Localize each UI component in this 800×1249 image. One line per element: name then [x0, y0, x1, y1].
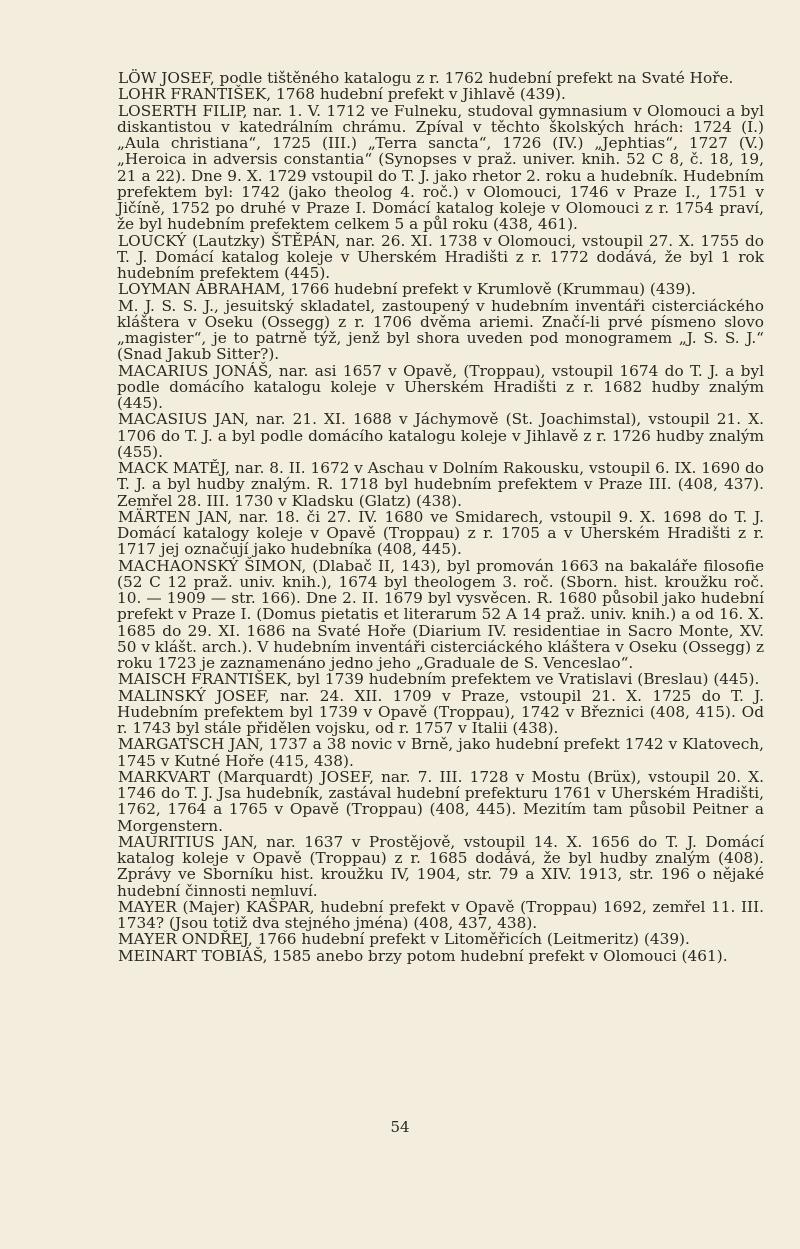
entry-loucky-stepan: LOUCKÝ (Lautzky) ŠTĚPÁN, nar. 26. XI. 1738 v Olomouci, vstoupil 27. X. 1755 do T. J. Domácí katalog koleje v Uherském Hradišti z r. 1772 dodává, že byl 1 rok hudebním prefektem (445). [117, 231, 764, 282]
entry-mayer-kaspar: MAYER (Majer) KAŠPAR, hudební prefekt v Opavě (Troppau) 1692, zemřel 11. III. 1734? (Jsou totiž dva stejného jména) (408, 437, 438). [117, 897, 764, 932]
entry-maisch-frantisek: MAISCH FRANTIŠEK, byl 1739 hudebním prefektem ve Vratislavi (Breslau) (445). [118, 670, 760, 689]
entry-m-j-s-s-j: M. J. S. S. J., jesuitský skladatel, zastoupený v hudebním inventáři cisterciáckého kláštera v Oseku (Ossegg) z r. 1706 dvěma ariemi. Značí-li prvé písmeno slovo „magister“, je to patrně týž, jenž byl shora uveden pod monogramem „J. S. S. J.“ (Snad Jakub Sitter?). [117, 296, 764, 364]
page-number: 54 [390, 1118, 410, 1136]
entry-macarius-jonas: MACARIUS JONÁŠ, nar. asi 1657 v Opavě, (Troppau), vstoupil 1674 do T. J. a byl podle domácího katalogu koleje v Uherském Hradišti z r. 1682 hudby znalým (445). [117, 361, 764, 412]
entry-markvart-josef: MARKVART (Marquardt) JOSEF, nar. 7. III. 1728 v Mostu (Brüx), vstoupil 20. X. 1746 do T. J. Jsa hudebník, zastával hudební prefekturu 1761 v Uherském Hradišti, 1762, 1764 a 1765 v Opavě (Troppau) (408, 445). Mezitím tam působil Peitner a Morgenstern. [117, 767, 764, 835]
entry-lohr-frantisek: LOHR FRANTIŠEK, 1768 hudební prefekt v Jihlavě (439). [118, 85, 566, 104]
entries-list [117, 70, 764, 964]
entry-mauritius-jan: MAURITIUS JAN, nar. 1637 v Prostějově, vstoupil 14. X. 1656 do T. J. Domácí katalog koleje v Opavě (Troppau) z r. 1685 dodává, že byl hudby znalým (408). Zprávy ve Sborníku hist. kroužku IV, 1904, str. 79 a XIV. 1913, str. 196 o nějaké hudební činnosti nemluví. [117, 832, 764, 900]
entry-loyman-abraham: LOYMAN ABRAHAM, 1766 hudební prefekt v Krumlově (Krummau) (439). [118, 280, 696, 299]
entry-marten-jan: MÄRTEN JAN, nar. 18. či 27. IV. 1680 ve Smidarech, vstoupil 9. X. 1698 do T. J. Domácí katalogy koleje v Opavě (Troppau) z r. 1705 a v Uherském Hradišti z r. 1717 jej označují jako hudebníka (408, 445). [117, 507, 764, 559]
entry-mayer-ondrej: MAYER ONDŘEJ, 1766 hudební prefekt v Litoměřicích (Leitmeritz) (439). [118, 930, 690, 949]
entry-mack-matej: MACK MATĚJ, nar. 8. II. 1672 v Aschau v Dolním Rakousku, vstoupil 6. IX. 1690 do T. J. a byl hudby znalým. R. 1718 byl hudebním prefektem v Praze III. (408, 437). Zemřel 28. III. 1730 v Kladsku (Glatz) (438). [117, 459, 764, 510]
entry-machaonsky-simon: MACHAONSKÝ ŠIMON, (Dlabač II, 143), byl promován 1663 na bakaláře filosofie (52 C 12 praž. univ. knih.), 1674 byl theologem 3. roč. (Sborn. hist. kroužku roč. 10. — 1909 — str. 166). Dne 2. II. 1679 byl vysvěcen. R. 1680 působil jako hudební prefekt v Praze I. (Domus pietatis et literarum 52 A 14 praž. univ. knih.) a od 16. X. 1685 do 29. XI. 1686 na Svaté Hoře (Diarium IV. residentiae in Sacro Monte, XV. 50 v klášt. arch.). V hudebním inventáři cisterciáckého kláštera v Oseku (Ossegg) z roku 1723 je zaznamenáno jedno jeho „Graduale de S. Venceslao“. [117, 556, 764, 672]
entry-malinsky-josef: MALINSKÝ JOSEF, nar. 24. XII. 1709 v Praze, vstoupil 21. X. 1725 do T. J. Hudebním prefektem byl 1739 v Opavě (Troppau), 1742 v Březnici (408, 415). Od r. 1743 byl stále přidělen vojsku, od r. 1757 v Italii (438). [117, 686, 764, 737]
entry-loserth-filip: LOSERTH FILIP, nar. 1. V. 1712 ve Fulneku, studoval gymnasium v Olomouci a byl diskantistou v katedrálním chrámu. Zpíval v těchto školských hrách: 1724 (I.) „Aula christiana“, 1725 (III.) „Terra sancta“, 1726 (IV.) „Jephtias“, 1727 (V.) „Heroica in adversis constantia“ (Synopses v praž. univer. knih. 52 C 8, č. 18, 19, 21 a 22). Dne 9. X. 1729 vstoupil do T. J. jako rhetor 2. roku a hudebník. Hudebním prefektem byl: 1742 (jako theolog 4. roč.) v Olomouci, 1746 v Praze I., 1751 v Jičíně, 1752 po druhé v Praze I. Domácí katalog koleje v Olomouci z r. 1754 praví, že byl hudebním prefektem celkem 5 a půl roku (438, 461). [117, 101, 764, 234]
entry-macasius-jan: MACASIUS JAN, nar. 21. XI. 1688 v Jáchymově (St. Joachimstal), vstoupil 21. X. 1706 do T. J. a byl podle domácího katalogu koleje v Jihlavě z r. 1726 hudby znalým (455). [117, 410, 764, 461]
entry-meinart-tobias: MEINART TOBIÁŠ, 1585 anebo brzy potom hudební prefekt v Olomouci (461). [118, 946, 728, 965]
entry-low-josef: LÖW JOSEF, podle tištěného katalogu z r. 1762 hudební prefekt na Svaté Hoře. [118, 69, 734, 87]
entry-margatsch-jan: MARGATSCH JAN, 1737 a 38 novic v Brně, jako hudební prefekt 1742 v Klatovech, 1745 v Kutné Hoře (415, 438). [117, 735, 764, 770]
